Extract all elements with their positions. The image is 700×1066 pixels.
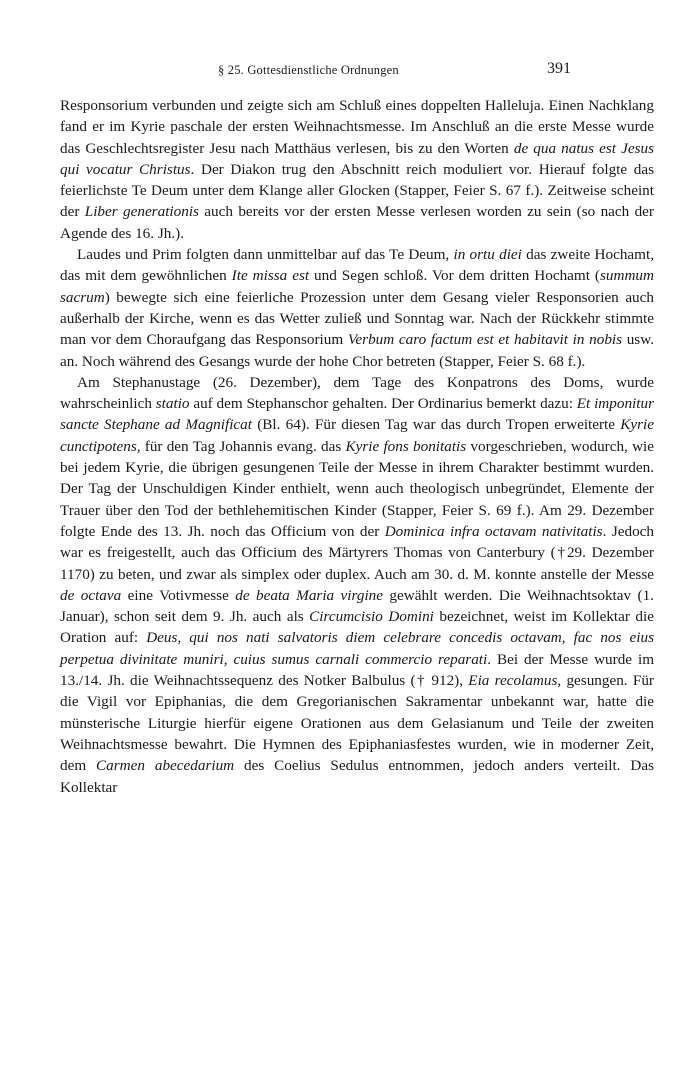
section-title: § 25. Gottesdienstliche Ordnungen bbox=[218, 63, 399, 77]
text-run: auch bereits vor der ersten Messe verlesen worden zu sein (so nach der Agende des 16. Jh.). bbox=[60, 203, 654, 242]
text-run: gewählt werden. Die Weihnachtsoktav (1. Januar), schon seit dem 9. Jh. auch als bbox=[60, 586, 654, 626]
text-run: usw. an. Noch während des Gesangs wurde der hohe Chor betreten (Stapper, Feier S. 68 f.). bbox=[60, 331, 654, 370]
paragraph-3 bbox=[60, 372, 654, 798]
text-run: ) bewegte sich eine feierliche Prozession unter dem Gesang vieler Responsorien auch außerhalb der Kirche, wenn es das Wetter zuließ und Sonntag war. Nach der Rückkehr stimmte man vor dem Choraufgang das Responsorium bbox=[60, 288, 654, 349]
text-run: . Der Diakon trug den Abschnitt reich moduliert vor. Hierauf folgte das feierlichste Te Deum unter dem Klange aller Glocken (Stapper, Feier S. 67 f.). Zeitweise scheint der bbox=[60, 160, 654, 221]
text-run: auf dem Stephanschor gehalten. Der Ordinarius bemerkt dazu: bbox=[189, 395, 577, 413]
page-number: 391 bbox=[547, 60, 571, 77]
text-run: vorgeschrieben, wodurch, wie bei jedem Kyrie, die übrigen gesungenen Teile der Messe in ihrem Charakter bestimmt wurden. Der Tag der Unschuldigen Kinder enthielt, wenn auch theologisch unbegründet, Elemente der Trauer über den Tod der bethlehemitischen Kinder (Stapper, Feier S. 69 f.). Am 29. Dezember folgte Ende des 13. Jh. noch das Officium von der bbox=[60, 437, 654, 540]
italic-phrase: de octava bbox=[60, 586, 122, 604]
italic-phrase: statio bbox=[155, 395, 190, 413]
body-text bbox=[60, 95, 654, 798]
paragraph-2 bbox=[60, 244, 654, 372]
text-run: . Jedoch war es freigestellt, auch das Officium des Märtyrers Thomas von Canterbury (†29. Dezember 1170) zu beten, und zwar als simplex oder duplex. Auch am 30. d. M. konnte anstelle der Messe bbox=[60, 522, 654, 583]
italic-phrase: Kyrie cunctipotens bbox=[60, 416, 654, 455]
italic-phrase: Carmen abecedarium bbox=[96, 757, 235, 775]
running-head bbox=[0, 60, 700, 82]
italic-phrase: Eia recolamus bbox=[468, 672, 558, 690]
text-run: (Bl. 64). Für diesen Tag war das durch Tropen erweiterte bbox=[251, 416, 621, 434]
text-run: . Bei der Messe wurde im 13./14. Jh. die Weihnachtssequenz des Notker Balbulus († 912), bbox=[60, 650, 655, 690]
text-run: und Segen schloß. Vor dem dritten Hochamt ( bbox=[309, 267, 600, 285]
text-run: das zweite Hochamt, das mit dem gewöhnlichen bbox=[60, 246, 655, 285]
text-run: eine Votivmesse bbox=[121, 586, 236, 604]
italic-phrase: Liber generationis bbox=[84, 203, 199, 221]
text-run: Laudes und Prim folgten dann unmittelbar auf das Te Deum, bbox=[77, 246, 454, 264]
italic-phrase: Verbum caro factum est et habitavit in nobis bbox=[347, 331, 623, 349]
italic-phrase: in ortu diei bbox=[453, 246, 522, 264]
italic-phrase: de beata Maria virgine bbox=[235, 586, 384, 604]
italic-phrase: Et imponitur sancte Stephane ad Magnificat bbox=[60, 395, 654, 434]
italic-phrase: summum sacrum bbox=[60, 267, 654, 306]
italic-phrase: Circumcisio Domini bbox=[309, 608, 434, 626]
text-run: , für den Tag Johannis evang. das bbox=[136, 437, 346, 455]
text-run: des Coelius Sedulus entnommen, jedoch anders verteilt. Das Kollektar bbox=[60, 757, 654, 796]
italic-phrase: Dominica infra octavam nativitatis bbox=[384, 522, 603, 540]
italic-phrase: de qua natus est Jesus qui vocatur Christus bbox=[60, 139, 654, 178]
text-run: bezeichnet, weist im Kollektar die Oration auf: bbox=[60, 608, 654, 647]
text-run: Am Stephanustage (26. Dezember), dem Tage des Konpatrons des Doms, wurde wahrscheinlich bbox=[60, 373, 654, 413]
paragraph-1 bbox=[60, 95, 654, 244]
text-run: Responsorium verbunden und zeigte sich am Schluß eines doppelten Halleluja. Einen Nachklang fand er im Kyrie paschale der ersten Weihnachtsmesse. Im Anschluß an die erste Messe wurde das Geschlechtsregister Jesu nach Matthäus verlesen, bis zu den Worten bbox=[60, 97, 654, 157]
italic-phrase: Kyrie fons bonitatis bbox=[345, 437, 467, 455]
italic-phrase: Ite missa est bbox=[231, 267, 310, 285]
italic-phrase: Deus, qui nos nati salvatoris diem celebrare concedis octavam, fac nos eius perpetua divinitate muniri, cuius sumus carnali commercio reparati bbox=[60, 629, 654, 668]
text-run: , gesungen. Für die Vigil vor Epiphanias, die dem Gregorianischen Sakramentar unbekannt war, hatte die münsterische Liturgie hierfür eigene Orationen aus dem Gelasianum und Teile der zweiten Weihnachtsmesse bewahrt. Die Hymnen des Epiphaniasfestes wurden, wie in moderner Zeit, dem bbox=[60, 672, 654, 775]
